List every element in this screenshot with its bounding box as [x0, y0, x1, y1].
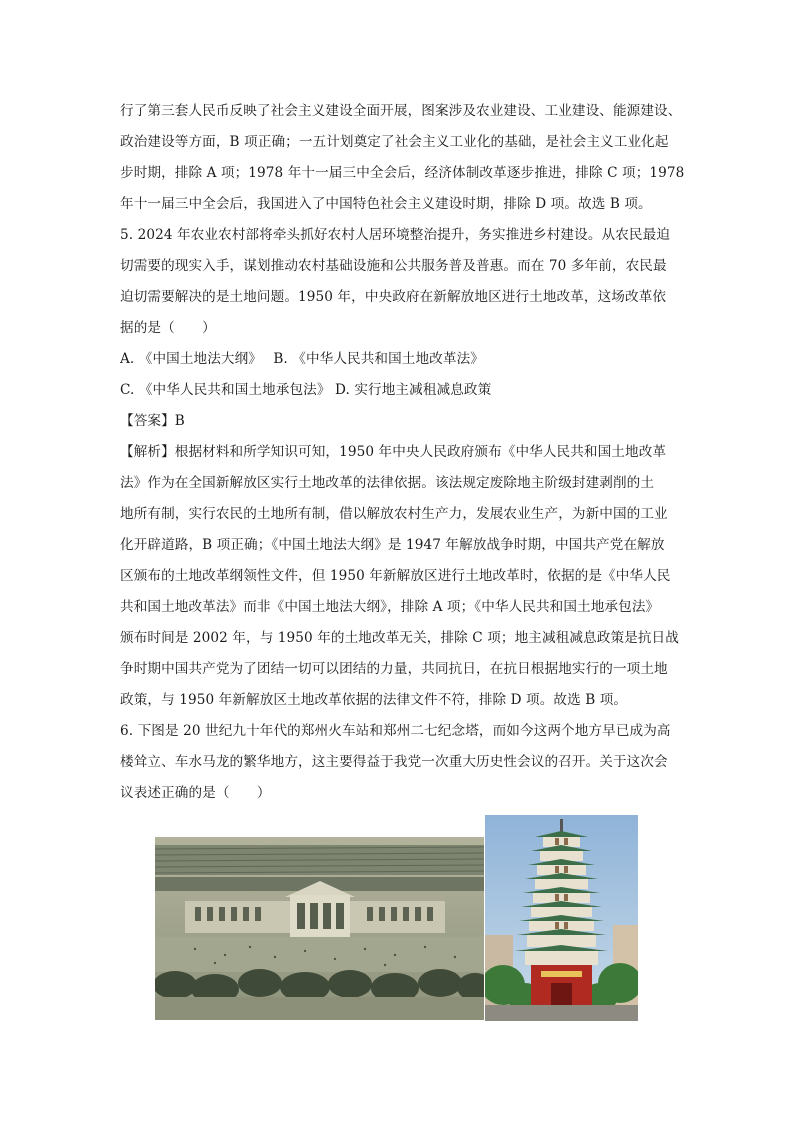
options-a-b: A. 《中国土地法大纲》 B. 《中华人民共和国土地改革法》	[120, 351, 484, 367]
answer-label: 【答案】B	[120, 413, 185, 429]
text-line: 切需要的现实入手，谋划推动农村基础设施和公共服务普及普惠。而在 70 多年前，农民最	[120, 258, 667, 274]
text-line: 政治建设等方面，B 项正确；一五计划奠定了社会主义工业化的基础，是社会主义工业化起	[120, 134, 669, 150]
text-line: 楼耸立、车水马龙的繁华地方，这主要得益于我党一次重大历史性会议的召开。关于这次会	[120, 754, 668, 770]
text-line: 区颁布的土地改革纲领性文件，但 1950 年新解放区进行土地改革时，依据的是《中华人民	[120, 568, 671, 584]
text-line: 年十一届三中全会后，我国进入了中国特色社会主义建设时期，排除 D 项。故选 B 项。	[120, 196, 652, 212]
text-line: 据的是（ ）	[120, 320, 216, 336]
text-line: 法》作为在全国新解放区实行土地改革的法律依据。该法规定废除地主阶级封建剥削的土	[120, 475, 655, 491]
text-line: 化开辟道路，B 项正确；《中国土地法大纲》是 1947 年解放战争时期，中国共产党在解放	[120, 537, 665, 553]
question-6-figures	[155, 815, 640, 1021]
text-line: 迫切需要解决的是土地问题。1950 年，中央政府在新解放地区进行土地改革，这场改革依	[120, 289, 667, 305]
text-line: 政策，与 1950 年新解放区土地改革依据的法律文件不符，排除 D 项。故选 B 项。	[120, 692, 628, 708]
text-line: 行了第三套人民币反映了社会主义建设全面开展，图案涉及农业建设、工业建设、能源建设、	[120, 103, 682, 119]
document-body	[120, 96, 685, 809]
text-line: 争时期中国共产党为了团结一切可以团结的力量，共同抗日，在抗日根据地实行的一项土地	[120, 661, 668, 677]
options-c-d: C. 《中华人民共和国土地承包法》 D. 实行地主减租减息政策	[120, 382, 492, 398]
text-line: 地所有制，实行农民的土地所有制，借以解放农村生产力，发展农业生产，为新中国的工业	[120, 506, 668, 522]
text-line: 共和国土地改革法》而非《中国土地法大纲》，排除 A 项；《中华人民共和国土地承包法》	[120, 599, 660, 615]
analysis-line: 【解析】根据材料和所学知识可知，1950 年中央人民政府颁布《中华人民共和国土地改革	[120, 444, 667, 460]
zhengzhou-station-photo	[155, 837, 484, 1020]
question-6-stem: 6. 下图是 20 世纪九十年代的郑州火车站和郑州二七纪念塔，而如今这两个地方早已成为高	[120, 723, 671, 739]
erqi-memorial-tower-photo	[485, 815, 638, 1021]
question-5-stem: 5. 2024 年农业农村部将牵头抓好农村人居环境整治提升，务实推进乡村建设。从农民最迫	[120, 227, 670, 243]
text-line: 颁布时间是 2002 年，与 1950 年的土地改革无关，排除 C 项；地主减租减息政策是抗日战	[120, 630, 679, 646]
text-line: 议表述正确的是（ ）	[120, 785, 271, 801]
text-line: 步时期，排除 A 项；1978 年十一届三中全会后，经济体制改革逐步推进，排除 C 项；1978	[120, 165, 685, 181]
